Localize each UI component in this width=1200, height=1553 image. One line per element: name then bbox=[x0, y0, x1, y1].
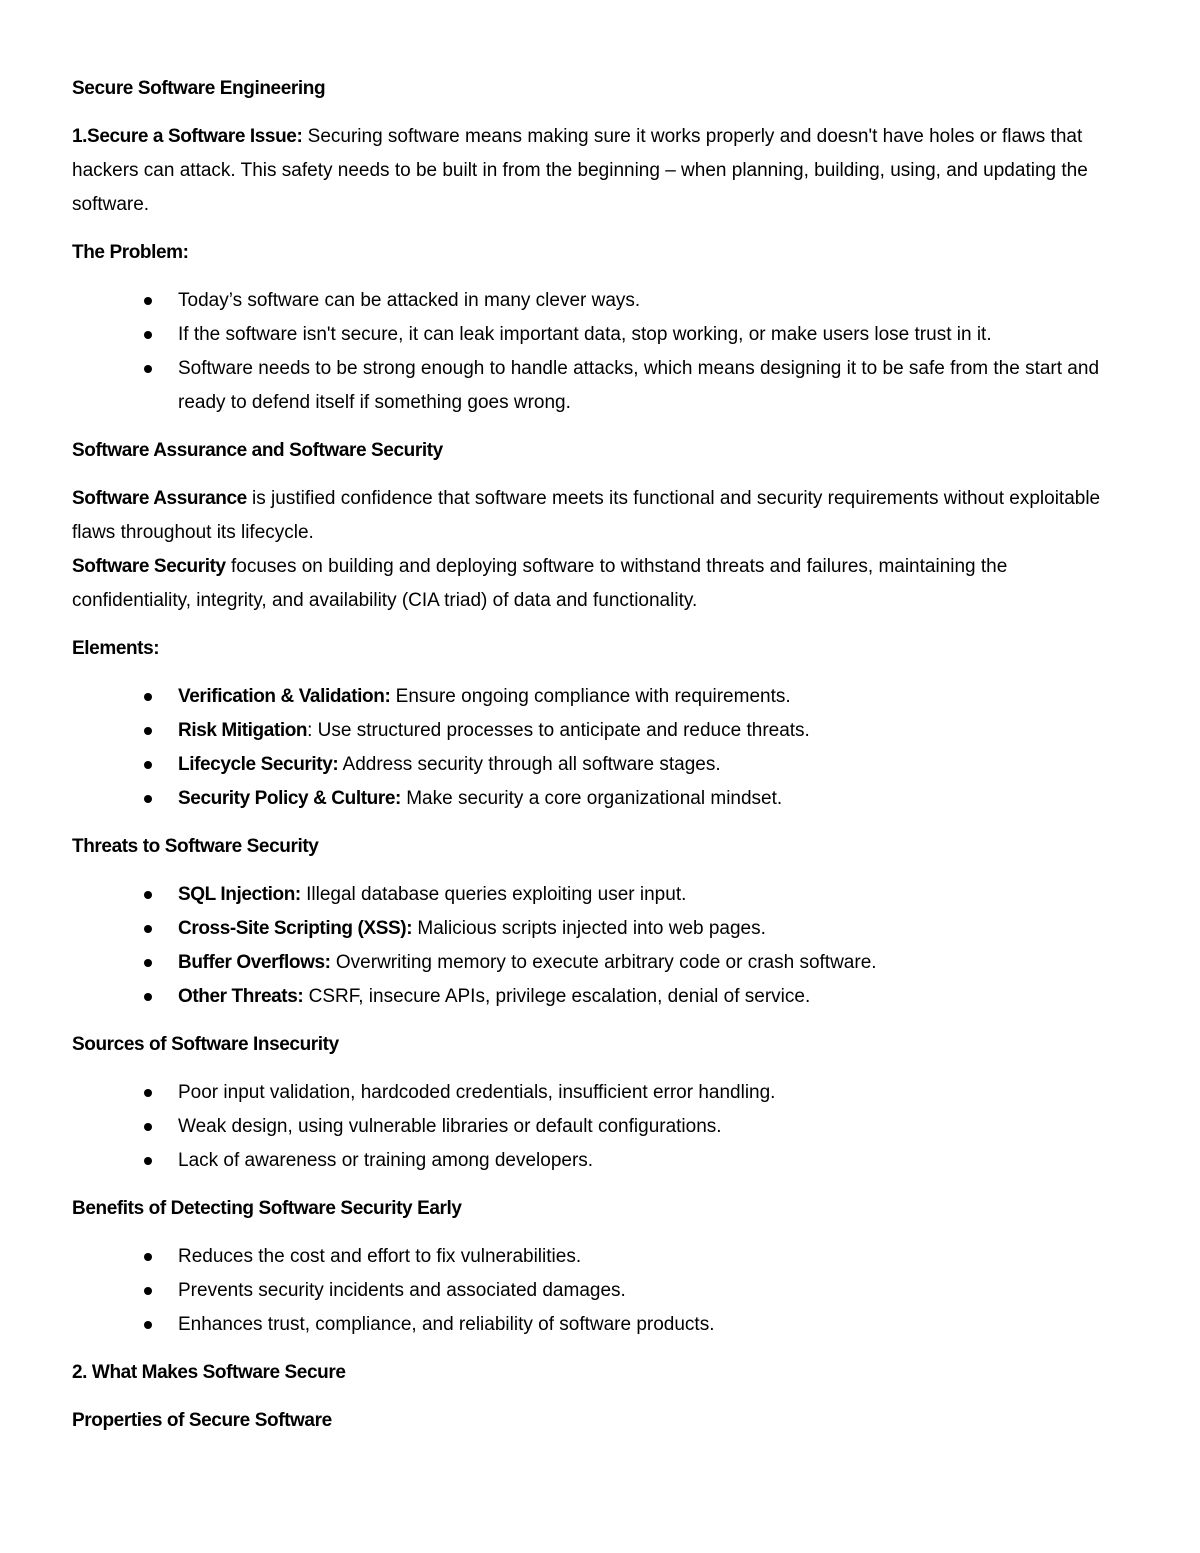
security-paragraph bbox=[72, 550, 1128, 618]
list-item: Lack of awareness or training among developers. bbox=[178, 1144, 1128, 1178]
list-item: Buffer Overflows: Overwriting memory to execute arbitrary code or crash software. bbox=[178, 946, 1128, 980]
elements-list bbox=[72, 680, 1128, 816]
list-item: Today’s software can be attacked in many clever ways. bbox=[178, 284, 1128, 318]
list-item: If the software isn't secure, it can leak important data, stop working, or make users lose trust in it. bbox=[178, 318, 1128, 352]
list-item: Weak design, using vulnerable libraries or default configurations. bbox=[178, 1110, 1128, 1144]
list-item: SQL Injection: Illegal database queries exploiting user input. bbox=[178, 878, 1128, 912]
problem-list bbox=[72, 284, 1128, 420]
security-label: Software Security bbox=[72, 556, 226, 577]
list-item: Prevents security incidents and associated damages. bbox=[178, 1274, 1128, 1308]
issue-text: Securing software means making sure it works properly and doesn't have holes or flaws that hackers can attack. This safety needs to be built in from the beginning – when planning, building, using, and updating the software. bbox=[72, 126, 1088, 215]
bullet-icon bbox=[144, 331, 152, 339]
elements-heading: Elements: bbox=[72, 638, 160, 659]
bullet-icon bbox=[144, 959, 152, 967]
bullet-icon bbox=[144, 761, 152, 769]
list-item: Lifecycle Security: Address security through all software stages. bbox=[178, 748, 1128, 782]
document-title: Secure Software Engineering bbox=[72, 78, 326, 99]
assurance-heading: Software Assurance and Software Security bbox=[72, 440, 443, 461]
bullet-icon bbox=[144, 891, 152, 899]
issue-label: 1.Secure a Software Issue: bbox=[72, 126, 303, 147]
list-item: Poor input validation, hardcoded credentials, insufficient error handling. bbox=[178, 1076, 1128, 1110]
issue-paragraph bbox=[72, 120, 1128, 222]
list-item: Verification & Validation: Ensure ongoing compliance with requirements. bbox=[178, 680, 1128, 714]
assurance-label: Software Assurance bbox=[72, 488, 247, 509]
assurance-paragraph bbox=[72, 482, 1128, 550]
benefits-heading: Benefits of Detecting Software Security Early bbox=[72, 1198, 462, 1219]
bullet-icon bbox=[144, 297, 152, 305]
bullet-icon bbox=[144, 993, 152, 1001]
bullet-icon bbox=[144, 795, 152, 803]
sources-list bbox=[72, 1076, 1128, 1178]
list-item: Security Policy & Culture: Make security a core organizational mindset. bbox=[178, 782, 1128, 816]
security-text: focuses on building and deploying software to withstand threats and failures, maintaining the confidentiality, integrity, and availability (CIA triad) of data and functionality. bbox=[72, 556, 1008, 611]
bullet-icon bbox=[144, 365, 152, 373]
bullet-icon bbox=[144, 1253, 152, 1261]
sources-heading: Sources of Software Insecurity bbox=[72, 1034, 339, 1055]
assurance-text: is justified confidence that software meets its functional and security requirements without exploitable flaws throughout its lifecycle. bbox=[72, 488, 1101, 543]
section2-heading: 2. What Makes Software Secure bbox=[72, 1362, 346, 1383]
list-item: Cross-Site Scripting (XSS): Malicious scripts injected into web pages. bbox=[178, 912, 1128, 946]
bullet-icon bbox=[144, 925, 152, 933]
bullet-icon bbox=[144, 1287, 152, 1295]
bullet-icon bbox=[144, 727, 152, 735]
bullet-icon bbox=[144, 1321, 152, 1329]
threats-list bbox=[72, 878, 1128, 1014]
bullet-icon bbox=[144, 1089, 152, 1097]
bullet-icon bbox=[144, 693, 152, 701]
bullet-icon bbox=[144, 1123, 152, 1131]
threats-heading: Threats to Software Security bbox=[72, 836, 319, 857]
properties-heading: Properties of Secure Software bbox=[72, 1410, 332, 1431]
list-item: Risk Mitigation: Use structured processes to anticipate and reduce threats. bbox=[178, 714, 1128, 748]
list-item: Software needs to be strong enough to handle attacks, which means designing it to be safe from the start and ready to defend itself if something goes wrong. bbox=[178, 352, 1128, 420]
benefits-list bbox=[72, 1240, 1128, 1342]
bullet-icon bbox=[144, 1157, 152, 1165]
problem-heading: The Problem: bbox=[72, 242, 189, 263]
list-item: Other Threats: CSRF, insecure APIs, privilege escalation, denial of service. bbox=[178, 980, 1128, 1014]
list-item: Enhances trust, compliance, and reliability of software products. bbox=[178, 1308, 1128, 1342]
list-item: Reduces the cost and effort to fix vulnerabilities. bbox=[178, 1240, 1128, 1274]
